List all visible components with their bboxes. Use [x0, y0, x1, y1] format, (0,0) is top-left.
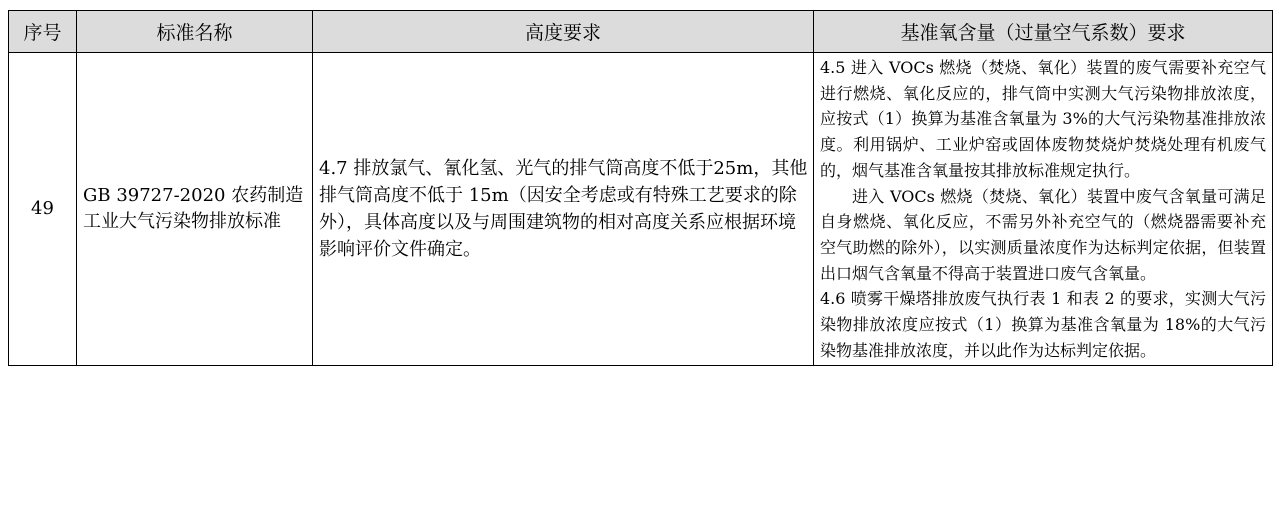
cell-oxygen-requirement: [814, 53, 1273, 366]
header-serial-number: 序号: [9, 11, 77, 53]
table-header-row: [9, 11, 1273, 53]
oxygen-clause-4-5-continued: 进入 VOCs 燃烧（焚烧、氧化）装置中废气含氧量可满足自身燃烧、氧化反应，不需另外补充空气的（燃烧器需要补充空气助燃的除外），以实测质量浓度作为达标判定依据，但装置出口烟气含氧量不得高于装置进口废气含氧量。: [820, 186, 1266, 283]
header-standard-name: 标准名称: [77, 11, 313, 53]
cell-serial-number: 49: [9, 53, 77, 366]
cell-height-requirement: 4.7 排放氯气、氰化氢、光气的排气筒高度不低于25m，其他排气筒高度不低于 15m（因安全考虑或有特殊工艺要求的除外），具体高度以及与周围建筑物的相对高度关系应根据环境影响评价文件确定。: [313, 53, 814, 366]
oxygen-clause-4-5: 4.5 进入 VOCs 燃烧（焚烧、氧化）装置的废气需要补充空气进行燃烧、氧化反应的，排气筒中实测大气污染物排放浓度，应按式（1）换算为基准含氧量为 3%的大气污染物基准排放浓度。利用锅炉、工业炉窑或固体废物焚烧炉焚烧处理有机废气的，烟气基准含氧量按其排放标准规定执行。: [820, 58, 1266, 180]
oxygen-clause-4-6: 4.6 喷雾干燥塔排放废气执行表 1 和表 2 的要求，实测大气污染物排放浓度应按式（1）换算为基准含氧量为 18%的大气污染物基准排放浓度，并以此作为达标判定依据。: [820, 289, 1266, 360]
header-height-requirement: 高度要求: [313, 11, 814, 53]
standards-table: [8, 10, 1273, 366]
table-row: [9, 53, 1273, 366]
cell-standard-name: GB 39727-2020 农药制造工业大气污染物排放标准: [77, 53, 313, 366]
header-oxygen-requirement: 基准氧含量（过量空气系数）要求: [814, 11, 1273, 53]
